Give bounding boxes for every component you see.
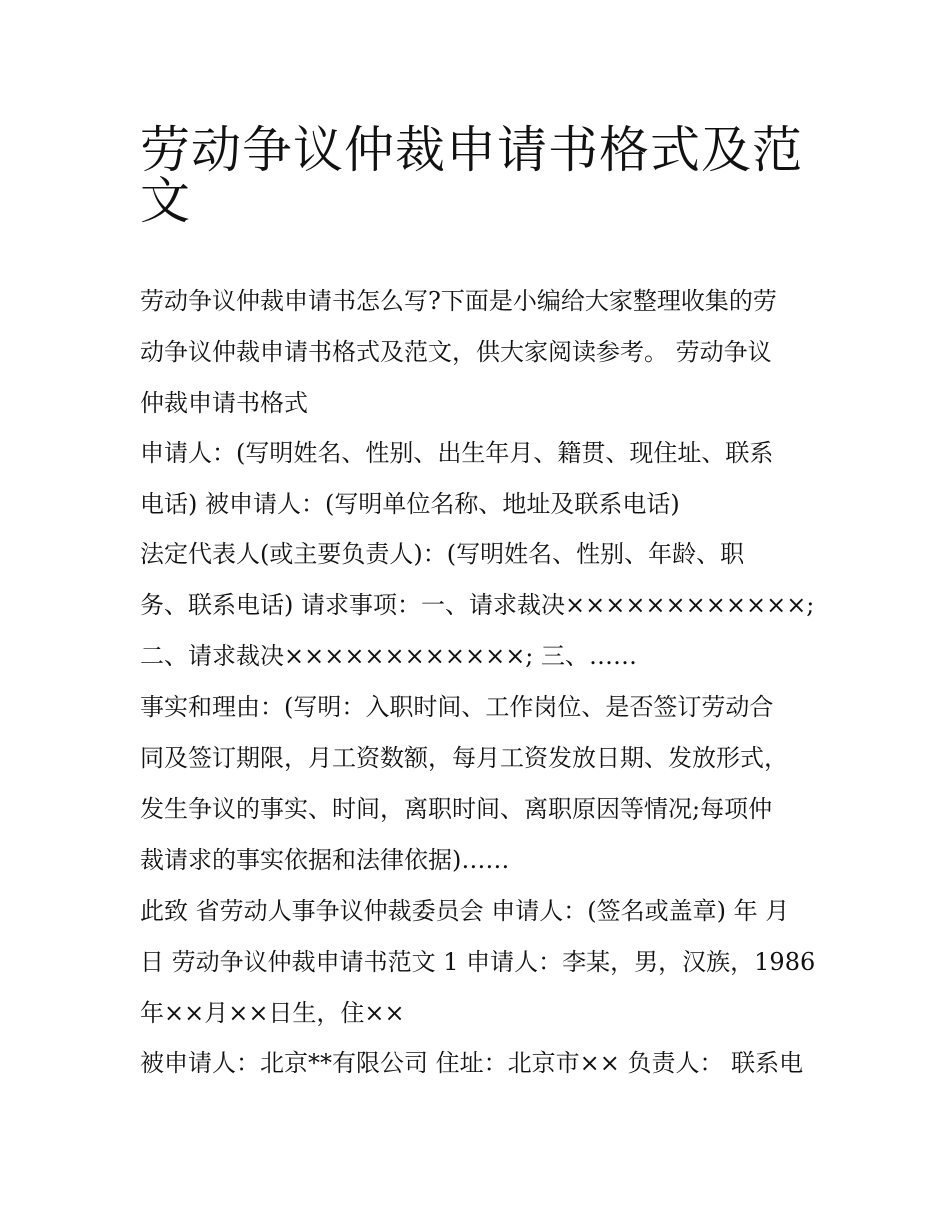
text-line: 动争议仲裁申请书格式及范文，供大家阅读参考。 劳动争议 [140,338,772,366]
text-line: 裁请求的事实依据和法律依据)…… [140,846,510,874]
text-line: 日 劳动争议仲裁申请书范文 1 申请人：李某，男，汉族，1986 [140,948,816,976]
document-title [140,112,820,230]
representative-paragraph [140,529,830,631]
title-line: 文 [140,172,191,230]
text-line: 仲裁申请书格式 [140,389,308,417]
text-line: 事实和理由：(写明：入职时间、工作岗位、是否签订劳动合 [140,693,774,721]
text-line: 同及签订期限，月工资数额，每月工资发放日期、发放形式， [140,744,788,772]
title-line: 劳动争议仲裁申请书格式及范 [140,121,803,179]
text-line: 年××月××日生，住×× [140,999,405,1027]
text-line: 申请人：(写明姓名、性别、出生年月、籍贯、现住址、联系 [140,439,774,467]
applicant-paragraph [140,428,830,530]
requests-paragraph [140,631,830,682]
text-line: 法定代表人(或主要负责人)：(写明姓名、性别、年龄、职 [140,540,745,568]
facts-paragraph [140,682,830,886]
text-line: 务、联系电话) 请求事项：一、请求裁决××××××××××××; [140,591,815,619]
respondent-paragraph [140,1038,830,1089]
text-line: 劳动争议仲裁申请书怎么写?下面是小编给大家整理收集的劳 [140,287,777,315]
text-line: 被申请人：北京**有限公司 住址：北京市×× 负责人： 联系电 [140,1049,804,1077]
intro-paragraph [140,276,830,429]
closing-paragraph [140,886,830,1039]
text-line: 二、请求裁决××××××××××××; 三、…… [140,642,638,670]
text-line: 此致 省劳动人事争议仲裁委员会 申请人：(签名或盖章) 年 月 [140,897,790,925]
text-line: 发生争议的事实、时间，离职时间、离职原因等情况;每项仲 [140,795,773,823]
text-line: 电话) 被申请人：(写明单位名称、地址及联系电话) [140,490,680,518]
